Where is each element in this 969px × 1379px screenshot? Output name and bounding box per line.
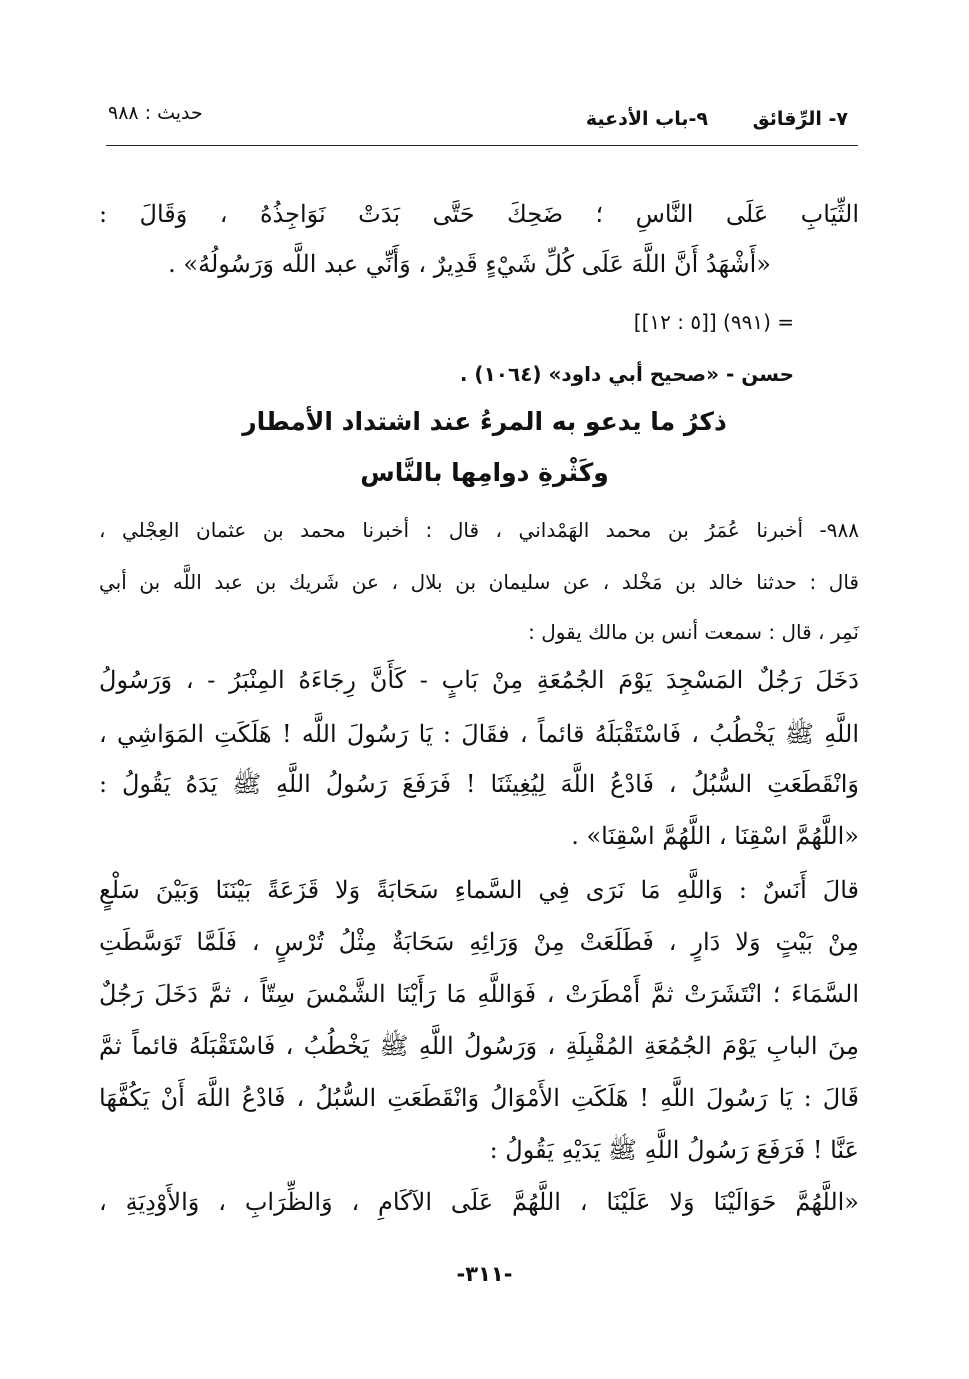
matn-line: مِنْ بَيْتٍ وَلا دَارٍ ، فَطَلَعَتْ مِنْ وَرَائِهِ سَحَابَةٌ مِثْلُ تُرْسٍ ، فَلَمَّا تَوَسَّطَتِ [99,928,859,956]
header-rule [106,145,858,146]
cross-reference: = (٩٩١) [[٥ : ١٢]] [633,310,794,334]
matn-line: قَالَ : يَا رَسُولَ اللَّهِ ! هَلَكَتِ الأَمْوَالُ وَانْقَطَعَتِ السُّبُلُ ، فَادْعُ اللَّهَ أَنْ يَكُفَّهَا [99,1084,859,1112]
running-head [108,102,848,138]
section-heading: وكَثْرةِ دوامِها بالنَّاس [360,458,609,487]
isnad-line: قال : حدثنا خالد بن مَخْلد ، عن سليمان بن بلال ، عن شَريك بن عبد اللَّه بن أبي [99,570,859,594]
matn-line: مِنَ البابِ يَوْمَ الجُمُعَةِ المُقْبِلَةِ ، وَرَسُولُ اللَّهِ ﷺ يَخْطُبُ ، فَاسْتَقْبَلَهُ قائماً ثمَّ [99,1032,859,1060]
matn-line: عَنَّا ! فَرَفَعَ رَسُولُ اللَّهِ ﷺ يَدَيْهِ يَقُولُ : [489,1136,859,1164]
isnad-line: نَمِر ، قال : سمعت أنس بن مالك يقول : [528,620,859,644]
matn-line: اللَّهِ ﷺ يَخْطُبُ ، فَاسْتَقْبَلَهُ قائماً ، فقَالَ : يَا رَسُولَ اللَّه ! هَلَكَتِ المَوَاشِي ، [99,720,859,748]
grading-line: حسن - «صحيح أبي داود» (١٠٦٤) . [459,362,794,386]
body-line: الثِّيَابِ عَلَى النَّاسِ ؛ ضَحِكَ حَتَّى بَدَتْ نَوَاجِذُهُ ، وَقَالَ : [99,200,859,228]
matn-line: «اللَّهُمَّ حَوَالَيْنَا وَلا عَلَيْنَا ، اللَّهُمَّ عَلَى الآكَامِ ، وَالظِّرَابِ ، وَالأَوْدِيَةِ ، [99,1188,859,1216]
matn-line: السَّمَاءَ ؛ انْتَشَرَتْ ثمَّ أَمْطَرَتْ ، فَوَاللَّهِ مَا رَأَيْنَا الشَّمْسَ سِتّاً ، ثمَّ دَخَلَ رَجُلٌ [99,980,859,1008]
isnad-line: ٩٨٨- أخبرنا عُمَرُ بن محمد الهَمْداني ، قال : أخبرنا محمد بن عثمان العِجْلي ، [99,518,859,542]
section-heading: ذكرُ ما يدعو به المرءُ عند اشتداد الأمطار [242,407,727,436]
section-title: ٩-باب الأدعية [585,108,708,130]
matn-line: «اللَّهُمَّ اسْقِنَا ، اللَّهُمَّ اسْقِنَا» . [571,822,859,850]
chapter-title: ٧- الرِّقائق [752,108,848,130]
matn-line: دَخَلَ رَجُلٌ المَسْجِدَ يَوْمَ الجُمُعَةِ مِنْ بَابٍ - كَأَنَّ رِجَاءَهُ المِنْبَرُ - ، وَرَسُولُ [99,666,859,694]
body-line: «أَشْهَدُ أَنَّ اللَّهَ عَلَى كُلِّ شَيْءٍ قَدِيرٌ ، وَأَنِّي عبد اللَّه وَرَسُولُهُ» . [168,250,771,278]
hadith-reference: حديث : ٩٨٨ [108,102,203,124]
page-number: -٣١١- [456,1262,513,1286]
matn-line: وَانْقَطَعَتِ السُّبُلُ ، فَادْعُ اللَّهَ لِيُغِيثَنَا ! فَرَفَعَ رَسُولُ اللَّهِ ﷺ يَدَهُ يَقُولُ : [99,770,859,798]
matn-line: قالَ أَنَسٌ : وَاللَّهِ مَا نَرَى فِي السَّماءِ سَحَابَةً وَلا قَزَعَةً بَيْنَنَا وَبَيْنَ سَلْعٍ [99,876,859,904]
